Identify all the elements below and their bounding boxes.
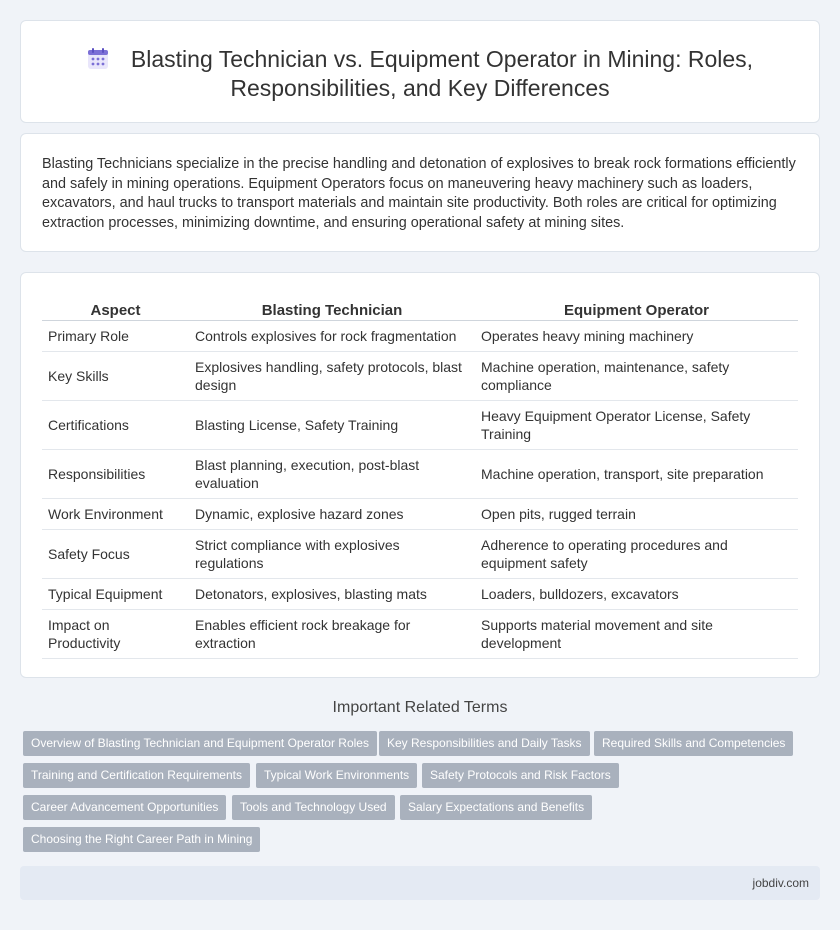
comparison-card <box>20 272 820 678</box>
cell-operator: Supports material movement and site development <box>475 609 798 658</box>
cell-aspect: Impact on Productivity <box>42 609 189 658</box>
related-tag-tools[interactable]: Tools and Technology Used <box>232 795 395 820</box>
header-equipment-operator: Equipment Operator <box>475 296 798 320</box>
cell-operator: Adherence to operating procedures and equipment safety <box>475 529 798 578</box>
table-row <box>42 609 798 658</box>
cell-aspect: Primary Role <box>42 320 189 351</box>
footer <box>20 866 820 900</box>
table-row <box>42 320 798 351</box>
cell-aspect: Responsibilities <box>42 449 189 498</box>
cell-blasting: Explosives handling, safety protocols, blast design <box>189 351 475 400</box>
intro-card <box>20 133 820 252</box>
page-title <box>21 45 819 103</box>
cell-operator: Heavy Equipment Operator License, Safety Training <box>475 400 798 449</box>
cell-operator: Machine operation, maintenance, safety compliance <box>475 351 798 400</box>
cell-blasting: Controls explosives for rock fragmentation <box>189 320 475 351</box>
related-tag-career-path[interactable]: Choosing the Right Career Path in Mining <box>23 827 260 852</box>
title-line-1: Blasting Technician vs. Equipment Operator in Mining: Roles, <box>130 46 754 72</box>
table-row <box>42 578 798 609</box>
header-aspect: Aspect <box>42 296 189 320</box>
cell-aspect: Safety Focus <box>42 529 189 578</box>
cell-aspect: Key Skills <box>42 351 189 400</box>
table-row <box>42 400 798 449</box>
related-tag-skills[interactable]: Required Skills and Competencies <box>594 731 793 756</box>
table-header-row <box>42 296 798 320</box>
table-row <box>42 529 798 578</box>
title-line-2: Responsibilities, and Key Differences <box>230 75 610 101</box>
cell-blasting: Strict compliance with explosives regulations <box>189 529 475 578</box>
cell-aspect: Certifications <box>42 400 189 449</box>
cell-operator: Open pits, rugged terrain <box>475 498 798 529</box>
related-terms-title: Important Related Terms <box>332 699 508 716</box>
related-tag-work-environments[interactable]: Typical Work Environments <box>256 763 417 788</box>
cell-blasting: Blasting License, Safety Training <box>189 400 475 449</box>
related-tag-responsibilities[interactable]: Key Responsibilities and Daily Tasks <box>379 731 590 756</box>
related-tag-training[interactable]: Training and Certification Requirements <box>23 763 250 788</box>
cell-aspect: Work Environment <box>42 498 189 529</box>
cell-aspect: Typical Equipment <box>42 578 189 609</box>
intro-paragraph: Blasting Technicians specialize in the precise handling and detonation of explosives to break rock formations efficiently and safely in mining operations. Equipment Operators focus on maneuvering heavy machinery such as loaders, excavators, and haul trucks to transport materials and maintain site productivity. Both roles are critical for optimizing extraction processes, minimizing downtime, and ensuring operational safety at mining sites. <box>42 156 796 231</box>
table-row <box>42 449 798 498</box>
cell-operator: Operates heavy mining machinery <box>475 320 798 351</box>
cell-operator: Loaders, bulldozers, excavators <box>475 578 798 609</box>
related-tag-career[interactable]: Career Advancement Opportunities <box>23 795 226 820</box>
cell-blasting: Enables efficient rock breakage for extraction <box>189 609 475 658</box>
footer-site-link[interactable]: jobdiv.com <box>752 876 809 890</box>
cell-blasting: Detonators, explosives, blasting mats <box>189 578 475 609</box>
table-row <box>42 498 798 529</box>
cell-operator: Machine operation, transport, site preparation <box>475 449 798 498</box>
related-tag-safety[interactable]: Safety Protocols and Risk Factors <box>422 763 619 788</box>
comparison-table <box>42 296 798 659</box>
calendar-icon <box>87 48 109 70</box>
cell-blasting: Blast planning, execution, post-blast evaluation <box>189 449 475 498</box>
related-tag-salary[interactable]: Salary Expectations and Benefits <box>400 795 592 820</box>
cell-blasting: Dynamic, explosive hazard zones <box>189 498 475 529</box>
table-row <box>42 351 798 400</box>
title-card <box>20 20 820 123</box>
header-blasting-technician: Blasting Technician <box>189 296 475 320</box>
related-tag-overview[interactable]: Overview of Blasting Technician and Equipment Operator Roles <box>23 731 377 756</box>
